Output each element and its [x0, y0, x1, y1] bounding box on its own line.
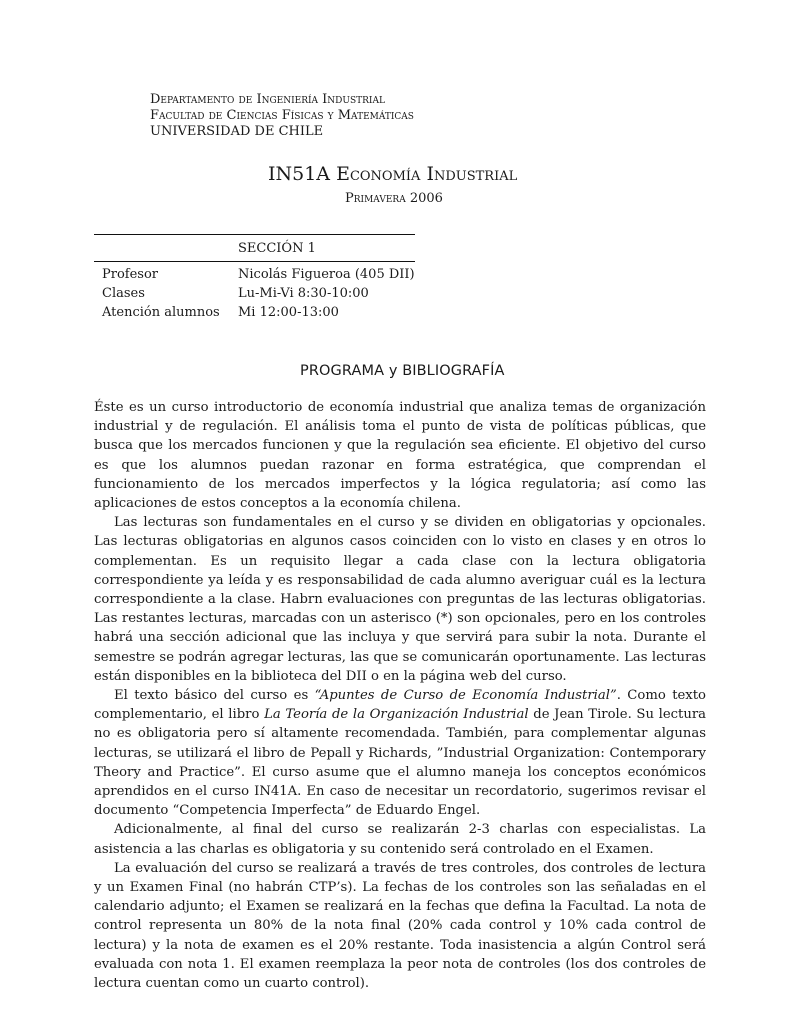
table-row: [94, 284, 415, 303]
document-header: [150, 92, 414, 140]
university-line: UNIVERSIDAD DE CHILE: [150, 124, 324, 139]
texts-part-b: . Como texto complementario, el libro: [94, 688, 706, 723]
paragraph-intro: Éste es un curso introductorio de economía industrial que analiza temas de organización industrial y de regulación. El análisis toma el punto de vista de políticas públicas, que busca que los mercados funcionen y que la regulación sea eficiente. El objetivo del curso es que los alumnos puedan razonar en forma estratégica, que comprendan el funcionamiento de los mercados imperfectos y la lógica regulatoria; así como las aplicaciones de estos conceptos a la economía chilena.: [94, 400, 706, 512]
row-label: Profesor: [102, 267, 159, 282]
course-name: Economía Industrial: [336, 163, 518, 185]
paragraph-talks: Adicionalmente, al final del curso se realizarán 2-3 charlas con especialistas. La asistencia a las charlas es obligatoria y su contenido será controlado en el Examen.: [94, 822, 706, 857]
program-body: [94, 398, 706, 993]
course-title: [268, 163, 517, 185]
row-label: Clases: [102, 286, 145, 301]
section-rows: [94, 265, 415, 322]
section-title: SECCIÓN 1: [238, 241, 316, 256]
row-value: Mi 12:00-13:00: [238, 305, 339, 320]
paragraph-readings: Las lecturas son fundamentales en el curso y se dividen en obligatorias y opcionales. Las lecturas obligatorias en algunos casos coinciden con lo visto en clases y en otros lo complementan. Es un requisito llegar a cada clase con la lectura obligatoria correspondiente ya leída y es responsabilidad de cada alumno averiguar cuál es la lectura correspondiente a la clase. Habrn evaluaciones con preguntas de las lecturas obligatorias. Las restantes lecturas, marcadas con un asterisco (*) son opcionales, pero en los controles habrá una sección adicional que las incluya y que servirá para subir la nota. Durante el semestre se podrán agregar lecturas, las que se comunicarán oportunamente. Las lecturas están disponibles en la biblioteca del DII o en la página web del curso.: [94, 515, 706, 684]
program-title: PROGRAMA y BIBLIOGRAFÍA: [300, 363, 505, 379]
department-line: Departamento de Ingeniería Industrial: [150, 92, 385, 107]
row-value: Nicolás Figueroa (405 DII): [238, 267, 415, 282]
book-title-apuntes: “Apuntes de Curso de Economía Industrial”: [314, 688, 617, 704]
table-mid-rule: [94, 261, 415, 262]
texts-part-c: de Jean Tirole. Su lectura no es obligatoria pero sí altamente recomendada. También, para complementar algunas lecturas, se utilizará el libro de Pepall y Richards, ”Industrial Organization: Contemporary Theory and Practice”. El curso asume que el alumno maneja los conceptos económicos aprendidos en el curso IN41A. En caso de necesitar un recordatorio, sugerimos revisar el documento “Competencia Imperfecta” de Eduardo Engel.: [94, 707, 706, 819]
table-row: [94, 303, 415, 322]
row-value: Lu-Mi-Vi 8:30-10:00: [238, 286, 369, 301]
paragraph-texts: [94, 686, 706, 820]
paragraph-evaluation: La evaluación del curso se realizará a través de tres controles, dos controles de lectura y un Examen Final (no habrán CTP’s). La fechas de los controles son las señaladas en el calendario adjunto; el Examen se realizará en la fechas que defina la Facultad. La nota de control representa un 80% de la nota final (20% cada control y 10% cada control de lectura) y la nota de examen es el 20% restante. Toda inasistencia a algún Control será evaluada con nota 1. El examen reemplaza la peor nota de controles (los dos controles de lectura cuentan como un cuarto control).: [94, 860, 706, 992]
course-code: IN51A: [268, 163, 331, 185]
section-info-table: [94, 234, 415, 322]
semester-label: Primavera 2006: [345, 191, 443, 206]
book-title-tirole: La Teoría de la Organización Industrial: [264, 707, 529, 723]
faculty-line: Facultad de Ciencias Físicas y Matemáticas: [150, 108, 414, 123]
row-label: Atención alumnos: [102, 305, 220, 320]
texts-part-a: El texto básico del curso es: [114, 688, 315, 704]
table-row: [94, 265, 415, 284]
